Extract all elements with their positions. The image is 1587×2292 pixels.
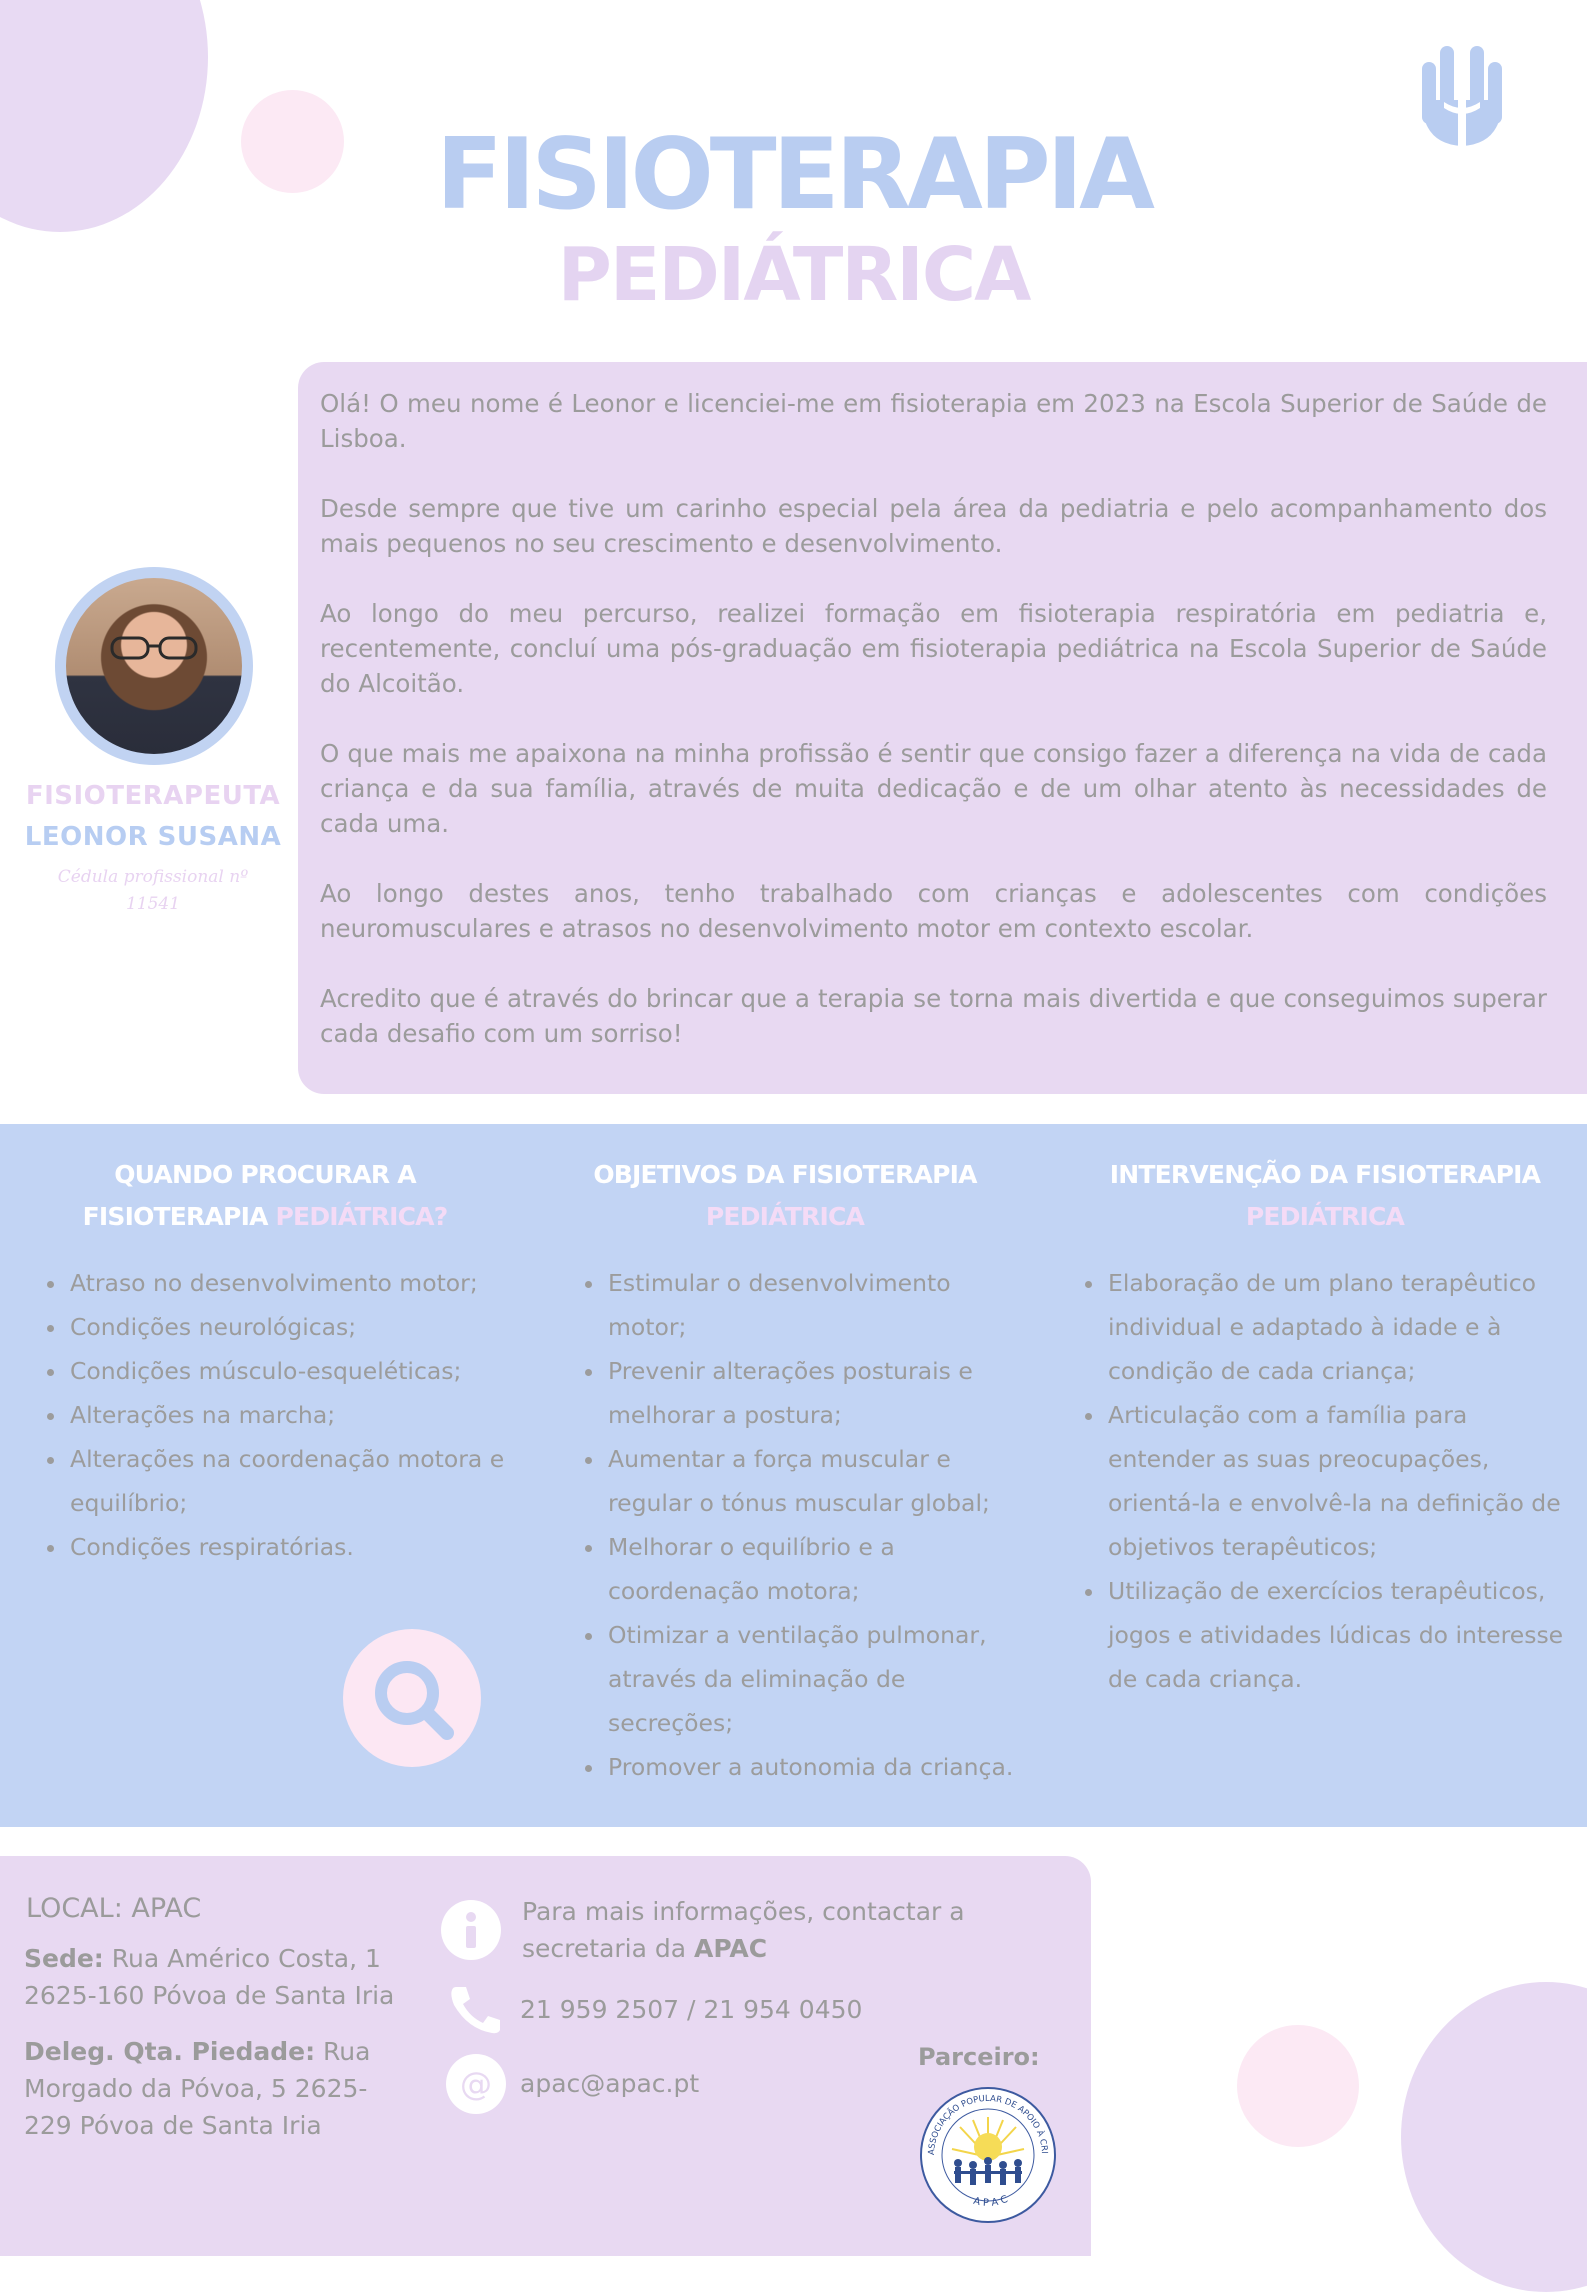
- column-goals: [560, 1154, 1010, 1238]
- bio-paragraph: O que mais me apaixona na minha profissão é sentir que consigo fazer a diferença na vida de cada criança e da sua família, através de muita dedicação e de um olhar atento às necessidades de cada uma.: [320, 739, 1547, 838]
- list-item: • Condições respiratórias.: [68, 1525, 524, 1569]
- local-title: LOCAL: APAC: [26, 1893, 202, 1924]
- partner-label: Parceiro:: [918, 2043, 1040, 2071]
- profile-role: FISIOTERAPEUTA: [25, 781, 281, 811]
- apac-logo: [918, 2085, 1058, 2225]
- list-item: • Atraso no desenvolvimento motor;: [68, 1261, 524, 1305]
- phone-number[interactable]: 21 959 2507 / 21 954 0450: [520, 1995, 863, 2024]
- column-goals-list: [580, 1261, 1026, 1789]
- bio-paragraph: Acredito que é através do brincar que a terapia se torna mais divertida e que conseguimos superar cada desafio com um sorriso!: [320, 984, 1547, 1048]
- list-item: • Melhorar o equilíbrio e a coordenação motora;: [606, 1525, 1026, 1613]
- bio-paragraph: Ao longo destes anos, tenho trabalhado com crianças e adolescentes com condições neuromusculares e atrasos no desenvolvimento motor em contexto escolar.: [320, 879, 1547, 943]
- title-sub: PEDIÁTRICA: [557, 232, 1030, 318]
- column-heading: OBJETIVOS DA FISIOTERAPIA PEDIÁTRICA: [593, 1160, 977, 1231]
- bio-paragraph: Ao longo do meu percurso, realizei formação em fisioterapia respiratória em pediatria e, recentemente, concluí uma pós-graduação em fisioterapia pediátrica na Escola Superior de Saúde do Alcoitão.: [320, 599, 1547, 698]
- decor-circle-pink-bottom: [1237, 2025, 1359, 2147]
- at-icon: @: [446, 2054, 506, 2114]
- profile-name: LEONOR SUSANA: [24, 822, 282, 852]
- search-icon: [343, 1629, 481, 1767]
- decor-circle-bottom-right: [1401, 1982, 1587, 2292]
- list-item: • Condições músculo-esqueléticas;: [68, 1349, 524, 1393]
- list-item: • Estimular o desenvolvimento motor;: [606, 1261, 1026, 1349]
- bio-paragraph: Olá! O meu nome é Leonor e licenciei-me em fisioterapia em 2023 na Escola Superior de Saúde de Lisboa.: [320, 389, 1547, 453]
- profile-photo: [66, 578, 242, 754]
- phone-icon: [446, 1983, 506, 2035]
- list-item: • Utilização de exercícios terapêuticos, jogos e atividades lúdicas do interesse de cada criança.: [1106, 1569, 1566, 1701]
- list-item: • Prevenir alterações posturais e melhorar a postura;: [606, 1349, 1026, 1437]
- list-item: • Otimizar a ventilação pulmonar, através da eliminação de secreções;: [606, 1613, 1026, 1745]
- search-badge: [343, 1629, 481, 1767]
- address-delegacao: Deleg. Qta. Piedade: Rua Morgado da Póvoa, 5 2625- 229 Póvoa de Santa Iria: [24, 2037, 371, 2140]
- title-main: FISIOTERAPIA: [436, 118, 1151, 232]
- list-item: • Alterações na marcha;: [68, 1393, 524, 1437]
- bio-paragraph: Desde sempre que tive um carinho especial pela área da pediatria e pelo acompanhamento dos mais pequenos no seu crescimento e desenvolvimento.: [320, 494, 1547, 558]
- address-sede: Sede: Rua Américo Costa, 1 2625-160 Póvoa de Santa Iria: [24, 1944, 395, 2010]
- column-when-list: [42, 1261, 524, 1569]
- column-intervention-list: [1080, 1261, 1566, 1701]
- apac-logo-text-bottom: A P A C: [972, 2193, 1010, 2209]
- column-when: [30, 1154, 500, 1238]
- column-intervention: [1090, 1154, 1560, 1238]
- list-item: • Condições neurológicas;: [68, 1305, 524, 1349]
- column-heading: INTERVENÇÃO DA FISIOTERAPIA PEDIÁTRICA: [1109, 1160, 1541, 1231]
- info-icon: [441, 1900, 501, 1960]
- info-text: Para mais informações, contactar a secretaria da APAC: [522, 1897, 965, 1963]
- column-heading: QUANDO PROCURAR A FISIOTERAPIA PEDIÁTRICA?: [82, 1160, 448, 1231]
- profile-cedula: [40, 864, 266, 918]
- cedula-number: 11541: [125, 894, 181, 914]
- cedula-label: Cédula profissional nº: [57, 867, 249, 887]
- list-item: • Articulação com a família para entender as suas preocupações, orientá-la e envolvê-la na definição de objetivos terapêuticos;: [1106, 1393, 1566, 1569]
- list-item: • Promover a autonomia da criança.: [606, 1745, 1026, 1789]
- list-item: • Elaboração de um plano terapêutico individual e adaptado à idade e à condição de cada criança;: [1106, 1261, 1566, 1393]
- bio-text: [320, 386, 1547, 1086]
- list-item: • Alterações na coordenação motora e equilíbrio;: [68, 1437, 524, 1525]
- list-item: • Aumentar a força muscular e regular o tónus muscular global;: [606, 1437, 1026, 1525]
- apac-logo-text-top: ASSOCIAÇÃO POPULAR DE APOIO À CRI: [926, 2093, 1049, 2156]
- email-link[interactable]: apac@apac.pt: [520, 2069, 700, 2098]
